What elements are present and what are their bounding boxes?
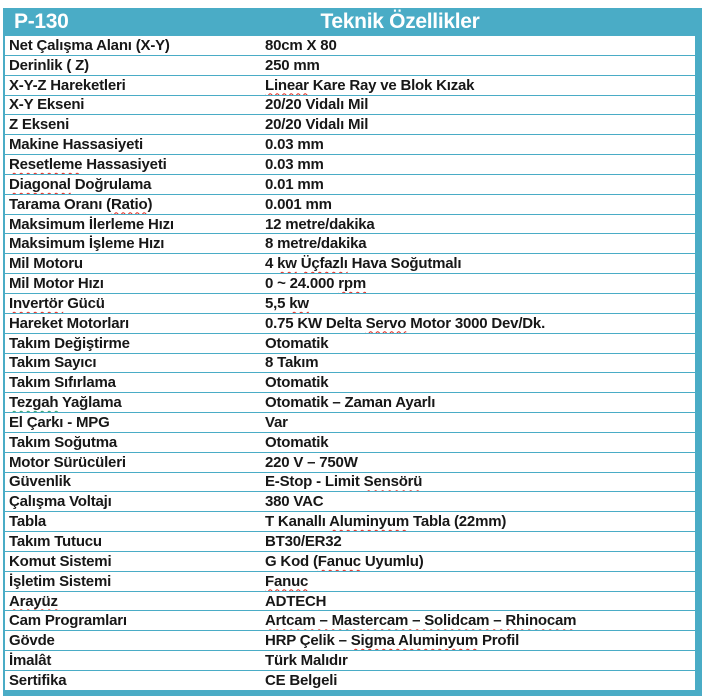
spec-label: Maksimum İlerleme Hızı: [9, 215, 174, 233]
spec-row: [5, 433, 695, 453]
spec-row: [5, 512, 695, 532]
spec-label: Gövde: [9, 632, 55, 650]
spec-value: 0.03 mm: [265, 136, 324, 154]
spec-value: 80cm X 80: [265, 36, 337, 54]
spec-value: 20/20 Vidalı Mil: [265, 116, 369, 134]
spellcheck-underline: Ratio: [110, 195, 148, 213]
spec-label: Tezgah Yağlama: [9, 394, 122, 412]
spec-value: Otomatik: [265, 433, 329, 451]
spec-value: E-Stop - Limit Sensörü: [265, 473, 423, 491]
spellcheck-underline: Linear: [265, 76, 309, 94]
spec-row: [5, 274, 695, 294]
spellcheck-underline: rpm: [338, 275, 367, 293]
spec-value: [265, 612, 695, 629]
spec-row: [5, 36, 695, 56]
spec-value: 20/20 Vidalı Mil: [265, 96, 369, 114]
spec-label: Net Çalışma Alanı (X-Y): [9, 36, 170, 54]
spec-row: [5, 453, 695, 473]
spellcheck-underline: kw: [277, 255, 297, 273]
spec-value: 0.03 mm: [265, 155, 324, 173]
spec-label: X-Y-Z Hareketleri: [9, 76, 126, 94]
spec-row: [5, 254, 695, 274]
spellcheck-underline: kw: [289, 294, 309, 312]
spec-row: [5, 492, 695, 512]
spec-row: [5, 393, 695, 413]
spec-row: [5, 96, 695, 116]
spellcheck-underline: Sensörü: [363, 473, 423, 491]
spec-table: [3, 8, 702, 696]
spec-value: 0 ~ 24.000 rpm: [265, 275, 367, 293]
spec-row: [5, 76, 695, 96]
spec-row: [5, 552, 695, 572]
spec-label: Takım Değiştirme: [9, 334, 130, 352]
spellcheck-underline: Resetleme: [9, 155, 83, 173]
spec-label: Z Ekseni: [9, 116, 70, 134]
spellcheck-underline: Servo: [365, 314, 407, 332]
spec-row: [5, 56, 695, 76]
spec-value: 220 V – 750W: [265, 453, 358, 471]
spec-value: 8 Takım: [265, 354, 319, 372]
spec-value: T Kanallı Aluminyum Tabla (22mm): [265, 513, 507, 531]
spec-row: [5, 115, 695, 135]
spec-row: [5, 373, 695, 393]
spec-label: Mil Motor Hızı: [9, 275, 104, 293]
spellcheck-underline: Artcam – Mastercam – Solidcam – Rhinocam: [265, 612, 577, 630]
spellcheck-underline: Diagonal: [9, 175, 71, 193]
spec-label: Derinlik ( Z): [9, 56, 89, 74]
spec-value: 250 mm: [265, 56, 320, 74]
spec-row: [5, 334, 695, 354]
spec-value: G Kod (Fanuc Uyumlu): [265, 552, 424, 570]
spellcheck-underline: Üçfazlı: [300, 255, 348, 273]
spec-label: Güvenlik: [9, 473, 71, 491]
spec-value: HRP Çelik – Sigma Aluminyum Profil: [265, 632, 520, 650]
spec-row: [5, 294, 695, 314]
spec-label: Cam Programları: [9, 612, 127, 630]
spec-value: 0.01 mm: [265, 175, 324, 193]
spec-label: [5, 593, 265, 610]
page-title: Teknik Özellikler: [320, 10, 480, 33]
spec-row: [5, 155, 695, 175]
spec-value: 12 metre/dakika: [265, 215, 375, 233]
spec-value: 0.75 KW Delta Servo Motor 3000 Dev/Dk.: [265, 314, 546, 332]
spec-label: Hareket Motorları: [9, 314, 129, 332]
spec-label: Maksimum İşleme Hızı: [9, 235, 165, 253]
spec-row: [5, 354, 695, 374]
spec-row: [5, 473, 695, 493]
spec-label: Mil Motoru: [9, 255, 83, 273]
spec-label: İmalât: [9, 652, 52, 670]
spec-row: [5, 611, 695, 631]
spec-value: [265, 573, 695, 590]
spec-row: [5, 532, 695, 552]
spec-row: [5, 413, 695, 433]
spec-value: BT30/ER32: [265, 533, 342, 551]
spellcheck-underline: Tezgah: [9, 394, 59, 412]
spec-label: İşletim Sistemi: [9, 572, 112, 590]
spec-value: Linear Kare Ray ve Blok Kızak: [265, 76, 475, 94]
spec-row: [5, 671, 695, 690]
spec-value: Otomatik: [265, 334, 329, 352]
spec-label: Tabla: [9, 513, 47, 531]
spec-row: [5, 234, 695, 254]
spec-label: Resetleme Hassasiyeti: [9, 155, 167, 173]
spec-label: Çalışma Voltajı: [9, 493, 112, 511]
spec-label: Takım Sıfırlama: [9, 374, 116, 392]
spec-label: Takım Tutucu: [9, 533, 102, 551]
model-title: P-130: [14, 10, 69, 33]
spec-label: Invertör Gücü: [9, 294, 105, 312]
spec-label: Takım Soğutma: [9, 433, 117, 451]
spec-value: CE Belgeli: [265, 671, 338, 689]
spellcheck-underline: Arayüz: [9, 592, 58, 610]
spec-value: Var: [265, 413, 288, 431]
spec-value: Otomatik – Zaman Ayarlı: [265, 394, 436, 412]
spec-row: [5, 631, 695, 651]
spellcheck-underline: Fanuc: [317, 552, 361, 570]
spec-label: Diagonal Doğrulama: [9, 175, 152, 193]
spec-row: [5, 195, 695, 215]
spec-label: X-Y Ekseni: [9, 96, 85, 114]
spec-value: ADTECH: [265, 592, 327, 610]
spellcheck-underline: Sigma Aluminyum: [350, 632, 479, 650]
spec-label: Komut Sistemi: [9, 552, 112, 570]
spec-value: 0.001 mm: [265, 195, 332, 213]
spec-row: [5, 651, 695, 671]
spec-label: Motor Sürücüleri: [9, 453, 126, 471]
spec-rows: [5, 36, 695, 690]
spec-label: Makine Hassasiyeti: [9, 136, 143, 154]
spellcheck-underline: Fanuc: [265, 572, 309, 590]
spellcheck-underline: Aluminyum: [329, 513, 409, 531]
spellcheck-underline: Invertör: [9, 294, 64, 312]
spec-value: Türk Malıdır: [265, 652, 348, 670]
spec-row: [5, 572, 695, 592]
spec-value: 5,5 kw: [265, 294, 309, 312]
spec-value: 4 kw Üçfazlı Hava Soğutmalı: [265, 255, 462, 273]
spec-row: [5, 215, 695, 235]
spec-label: Tarama Oranı (Ratio): [9, 195, 153, 213]
spec-value: 8 metre/dakika: [265, 235, 367, 253]
spec-label: Sertifika: [9, 671, 67, 689]
spec-row: [5, 175, 695, 195]
spec-value: Otomatik: [265, 374, 329, 392]
spec-label: Takım Sayıcı: [9, 354, 97, 372]
spec-value: 380 VAC: [265, 493, 324, 511]
table-header: [5, 8, 695, 36]
spec-label: El Çarkı - MPG: [9, 413, 110, 431]
spec-row: [5, 592, 695, 612]
spec-row: [5, 314, 695, 334]
spec-row: [5, 135, 695, 155]
